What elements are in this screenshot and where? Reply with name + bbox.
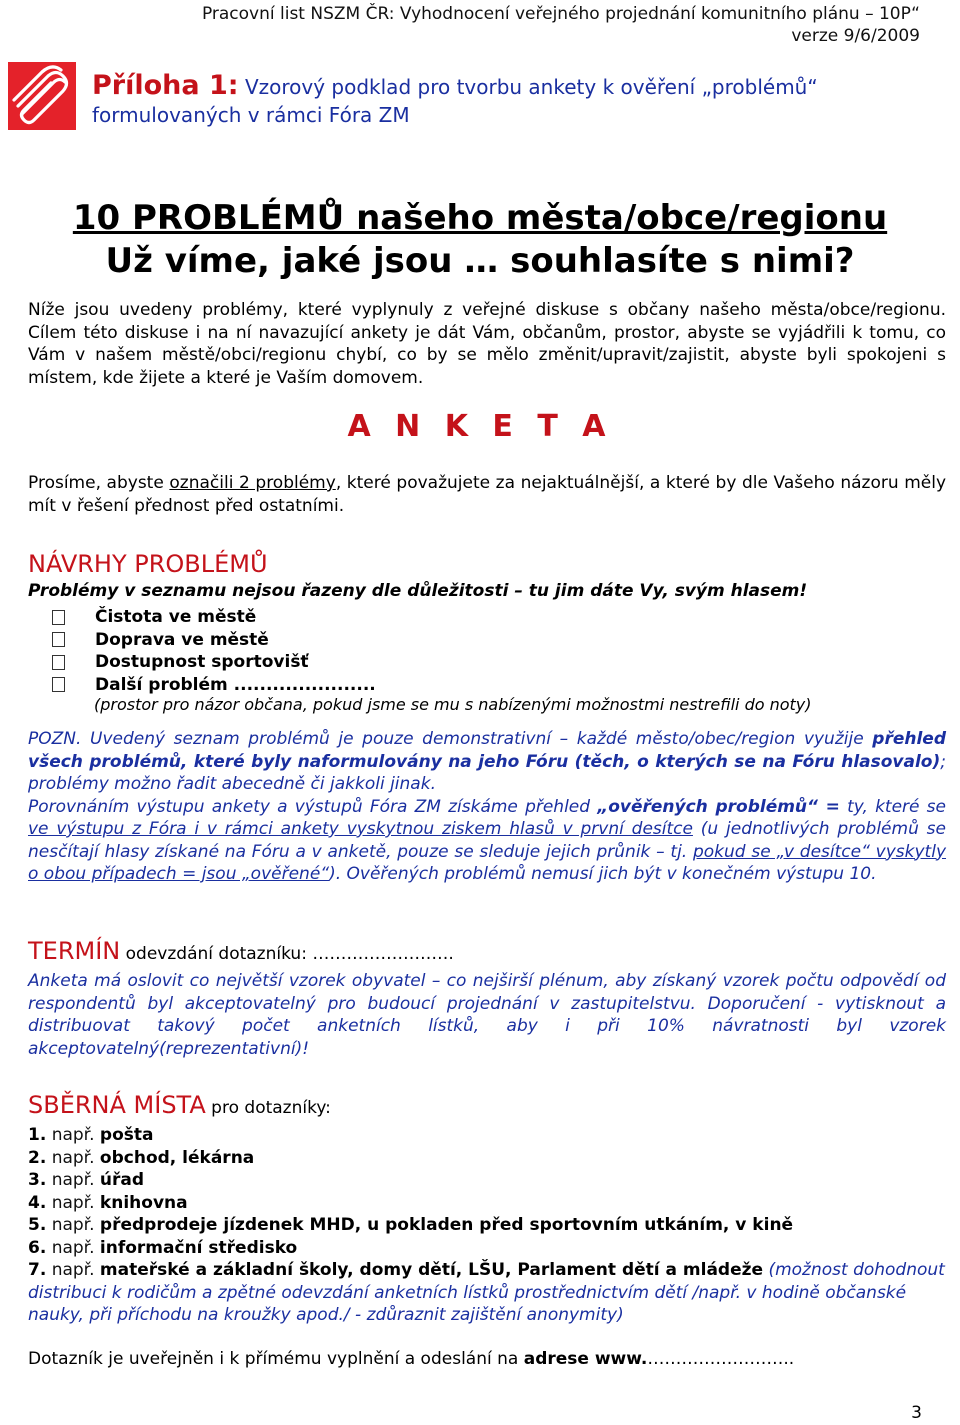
intro-paragraph: Níže jsou uvedeny problémy, které vyplynuly z veřejné diskuse s občany našeho města/obce/regionu. Cílem této diskuse i na ní navazující ankety je dát Vám, občanům, prostor, abyste se vyjádřili k tomu, co Vám v našem městě/obci/regionu chybí, co by se mělo změnit/upravit/zajistit, abyste byli spokojeni s místem, kde žijete a které je Vaším domovem. bbox=[28, 300, 946, 388]
request-paragraph bbox=[28, 472, 946, 517]
note-underlined: ve výstupu z Fóra i v rámci ankety vyskytnou ziskem hlasů v první desítce bbox=[28, 819, 693, 839]
item-prefix: např. bbox=[46, 1260, 100, 1280]
request-emphasis: označili 2 problémy bbox=[169, 473, 336, 493]
list-item bbox=[28, 1192, 946, 1215]
item-prefix: např. bbox=[46, 1170, 100, 1190]
item-number: 1. bbox=[28, 1125, 47, 1145]
problem-label: Čistota ve městě bbox=[95, 607, 257, 627]
problem-checkbox[interactable] bbox=[52, 677, 65, 692]
note-emphasis: přehled všech problémů, které byly naformulovány na jeho Fóru (těch, o kterých se na Fóru hlasovalo) bbox=[28, 729, 946, 772]
footer-address: adrese www. bbox=[523, 1349, 648, 1369]
problem-checkbox[interactable] bbox=[52, 632, 65, 647]
annex-text: Vzorový podklad pro tvorbu ankety k ověření „problémů“ formulovaných v rámci Fóra ZM bbox=[92, 75, 818, 127]
document-header-title: Pracovní list NSZM ČR: Vyhodnocení veřejného projednání komunitního plánu – 10P“ bbox=[201, 4, 920, 24]
list-item bbox=[28, 1147, 946, 1170]
document-version: verze 9/6/2009 bbox=[791, 26, 920, 46]
collection-title: SBĚRNÁ MÍSTA bbox=[28, 1091, 206, 1119]
annex-label: Příloha 1: bbox=[92, 70, 239, 101]
note-emphasis: „ověřených problémů“ = bbox=[597, 796, 840, 817]
footer-text-start: Dotazník je uveřejněn i k přímému vyplnění a odeslání na bbox=[28, 1349, 524, 1369]
problem-note: (prostor pro názor občana, pokud jsme se mu s nabízenými možnostmi nestrefili do noty) bbox=[94, 695, 812, 714]
main-title: 10 PROBLÉMŮ našeho města/obce/regionu bbox=[72, 198, 888, 238]
item-place: předprodeje jízdenek MHD, u pokladen před sportovním utkáním, v kině bbox=[99, 1215, 794, 1235]
note-text: (u jednotlivých problémů se nesčítají hlasy získané na Fóru a v anketě, pouze se sleduje jejich průnik – tj. bbox=[28, 819, 946, 862]
request-text-end: , které považujete za nejaktuálnější, a které by dle Vašeho názoru měly mít v řešení přednost před ostatními. bbox=[28, 473, 947, 516]
item-place: knihovna bbox=[99, 1192, 188, 1213]
note-text: Porovnáním výstupu ankety a výstupů Fóra ZM získáme přehled bbox=[28, 796, 598, 817]
note-underlined: pokud se „v desítce“ vyskytly o obou případech = jsou „ověřené“ bbox=[28, 841, 947, 884]
list-item bbox=[28, 1124, 946, 1147]
item-prefix: např. bbox=[46, 1237, 100, 1258]
note-paragraph bbox=[28, 728, 946, 886]
item-prefix: např. bbox=[46, 1215, 100, 1235]
problem-item bbox=[52, 629, 932, 652]
item-prefix: např. bbox=[46, 1147, 100, 1168]
item-prefix: např. bbox=[46, 1125, 100, 1145]
list-item bbox=[28, 1259, 946, 1327]
item-number: 4. bbox=[28, 1192, 47, 1213]
note-paragraph-2 bbox=[28, 796, 946, 886]
item-number: 3. bbox=[28, 1170, 47, 1190]
collection-list bbox=[28, 1124, 946, 1327]
problem-label: Dostupnost sportovišť bbox=[95, 652, 309, 672]
paperclip-icon bbox=[8, 62, 76, 130]
list-item bbox=[28, 1214, 946, 1237]
list-item bbox=[28, 1169, 946, 1192]
item-place: informační středisko bbox=[99, 1237, 298, 1258]
deadline-heading bbox=[28, 937, 454, 966]
problem-item bbox=[52, 606, 932, 629]
problems-subtitle: Problémy v seznamu nejsou řazeny dle důležitosti – tu jim dáte Vy, svým hlasem! bbox=[28, 581, 808, 601]
request-text-start: Prosíme, abyste bbox=[28, 473, 170, 493]
collection-label: pro dotazníky: bbox=[205, 1098, 331, 1118]
item-note: (možnost dohodnout distribuci k rodičům a zpětné odevzdání anketních lístků prostřednictvím dětí /např. v hodině občanské nauky, při příchodu na kroužky apod./ - zdůraznit zajištění anonymity) bbox=[28, 1260, 945, 1325]
problems-section-title: NÁVRHY PROBLÉMŮ bbox=[28, 550, 268, 578]
item-number: 7. bbox=[28, 1260, 47, 1280]
note-text: ; problémy možno řadit abecedně či jakkoli jinak. bbox=[28, 751, 946, 794]
problem-list bbox=[52, 606, 932, 696]
item-place: mateřské a základní školy, domy dětí, LŠU, Parlament dětí a mládeže bbox=[99, 1260, 764, 1280]
list-item bbox=[28, 1237, 946, 1260]
footer-text-end: …………………….. bbox=[647, 1349, 795, 1369]
problem-label: Další problém ...................... bbox=[95, 674, 376, 695]
item-place: obchod, lékárna bbox=[99, 1147, 255, 1168]
deadline-paragraph: Anketa má oslovit co největší vzorek obyvatel – co nejširší plénum, aby získaný vzorek počtu odpovědí od respondentů byl akceptovatelný pro budoucí projednání v zastupitelstvu. Doporučení - vytisknout a distribuovat takový počet anketních lístků, aby i při 10% návratnosti byl vzorek akceptovatelný(reprezentativní)! bbox=[28, 971, 946, 1059]
collection-heading bbox=[28, 1091, 331, 1120]
anketa-heading: A N K E T A bbox=[347, 409, 613, 444]
note-paragraph-1 bbox=[28, 728, 946, 796]
problem-item bbox=[52, 651, 932, 674]
problem-checkbox[interactable] bbox=[52, 610, 65, 625]
deadline-title: TERMÍN bbox=[28, 937, 121, 965]
main-subtitle: Už víme, jaké jsou … souhlasíte s nimi? bbox=[105, 241, 855, 281]
annex-heading bbox=[92, 72, 932, 129]
problem-label: Doprava ve městě bbox=[95, 629, 269, 650]
problem-checkbox[interactable] bbox=[52, 655, 65, 670]
item-place: pošta bbox=[99, 1125, 154, 1145]
page-number: 3 bbox=[911, 1403, 922, 1423]
item-number: 6. bbox=[28, 1237, 47, 1258]
item-prefix: např. bbox=[46, 1192, 100, 1213]
item-number: 2. bbox=[28, 1147, 47, 1168]
item-number: 5. bbox=[28, 1215, 47, 1235]
note-text: ty, které se bbox=[839, 796, 947, 817]
note-text: ). Ověřených problémů nemusí jich být v konečném výstupu 10. bbox=[329, 864, 877, 884]
footer-text bbox=[28, 1348, 794, 1371]
problem-item bbox=[52, 674, 932, 697]
note-text: POZN. Uvedený seznam problémů je pouze demonstrativní – každé město/obec/region využije bbox=[28, 729, 873, 749]
deadline-label: odevzdání dotazníku: ……………………. bbox=[120, 944, 454, 964]
item-place: úřad bbox=[99, 1170, 145, 1190]
